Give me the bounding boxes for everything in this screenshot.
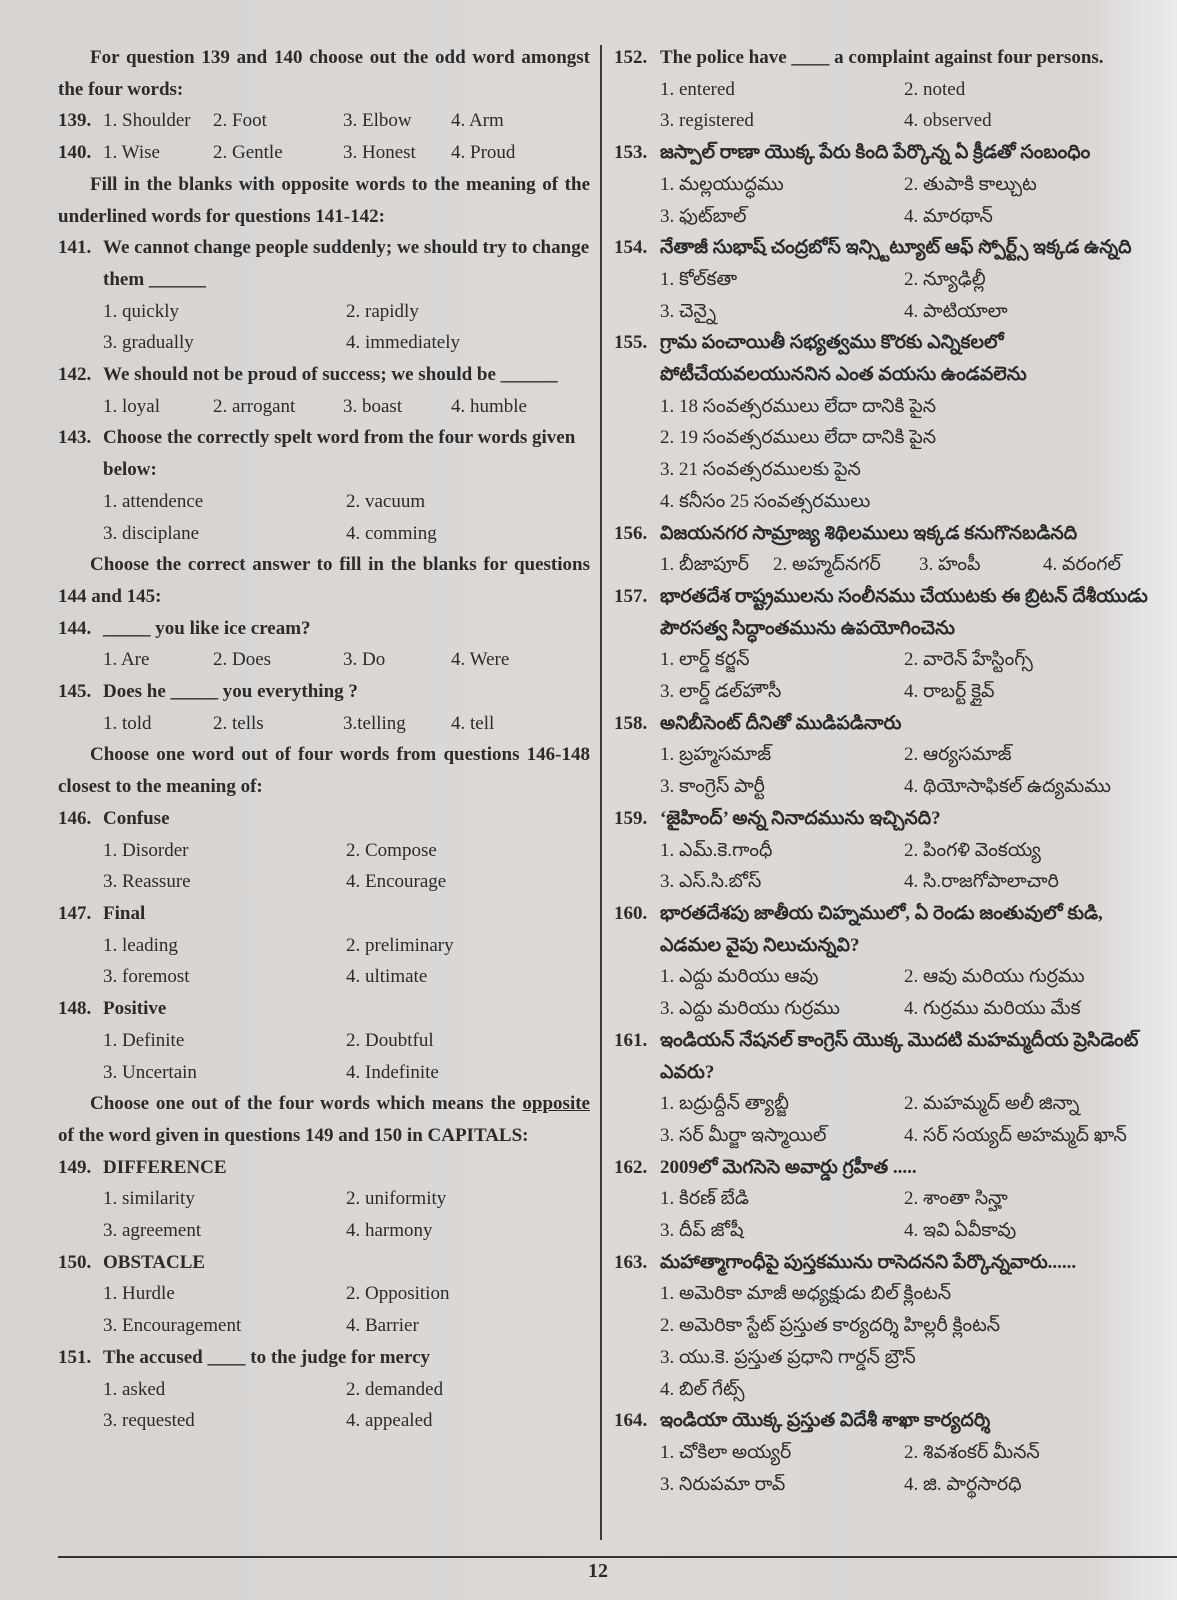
options	[58, 708, 590, 740]
question-163	[614, 1247, 1154, 1279]
option: 4. పాటియాలా	[904, 300, 1008, 322]
question-number: 151.	[58, 1346, 92, 1368]
instruction-text-body: Choose one word out of four words from questions 146-148 closest to the meaning of:	[58, 744, 590, 798]
option: 2. ఆర్యసమాజ్	[904, 744, 1012, 766]
option: 3. ఎద్దు మరియు గుర్రము	[660, 998, 840, 1020]
question-block-147	[58, 898, 590, 993]
question-text: _____ you like ice cream?	[103, 617, 311, 639]
option: 2. Gentle	[213, 142, 283, 164]
option: 4. Were	[451, 649, 510, 671]
option: 2. 19 సంవత్సరములు లేదా దానికి పైన	[660, 427, 937, 449]
option: 2. Does	[213, 649, 272, 671]
options	[58, 1374, 590, 1437]
question-154	[614, 232, 1154, 264]
question-number: 139.	[58, 110, 92, 132]
option: 3. ఫుట్‌బాల్	[660, 205, 747, 227]
option: 2. Foot	[213, 110, 267, 132]
question-number: 152.	[614, 47, 648, 68]
option: 1. loyal	[103, 395, 160, 417]
question-text: We cannot change people suddenly; we should try to change them ______	[103, 237, 590, 290]
option: 3. హంపీ	[919, 554, 981, 576]
option: 4. ultimate	[346, 966, 428, 988]
question-text: గ్రామ పంచాయితీ సభ్యత్వము కొరకు ఎన్నికలలో పోటీచేయవలయుననిన ఎంత వయసు ఉండవలెను	[660, 332, 1027, 386]
question-block-152	[614, 42, 1154, 137]
option: 1. లార్డ్ కర్జన్	[660, 649, 750, 671]
question-text: ఇండియా యొక్క ప్రస్తుత విదేశీ శాఖా కార్యదర్శి	[660, 1410, 991, 1432]
option: 4. రాబర్ట్ క్లైవ్	[904, 681, 995, 703]
option: 3. Encouragement	[103, 1315, 242, 1337]
option: 2. rapidly	[346, 300, 419, 322]
option: 4. గుర్రము మరియు మేక	[904, 998, 1081, 1020]
question-text: OBSTACLE	[103, 1251, 206, 1273]
left-column	[58, 42, 590, 1437]
option: 4. harmony	[346, 1220, 433, 1242]
option: 2. Opposition	[346, 1283, 450, 1305]
question-number: 145.	[58, 681, 92, 703]
option: 2. మహమ్మద్ అలీ జిన్నా	[904, 1093, 1080, 1115]
question-number: 143.	[58, 427, 92, 449]
footer-rule	[58, 1556, 1177, 1558]
question-155	[614, 327, 1154, 390]
option: 1. told	[103, 712, 152, 734]
option: 2. uniformity	[346, 1188, 447, 1210]
option: 1. Disorder	[103, 839, 189, 861]
question-text: The police have ____ a complaint against four persons.	[660, 47, 1104, 68]
option: 2. preliminary	[346, 934, 454, 956]
option: 2. శాంతా సిన్హా	[904, 1188, 1008, 1210]
instruction-text-body: For question 139 and 140 choose out the odd word amongst the four words:	[58, 47, 590, 100]
option: 4. observed	[904, 110, 992, 132]
question-number: 161.	[614, 1029, 648, 1051]
option: 1. Definite	[103, 1029, 185, 1051]
option: 2. వారెన్ హేస్టింగ్స్	[904, 649, 1033, 671]
question-block-160	[614, 898, 1154, 1025]
question-text: నేతాజీ సుభాష్ చంద్రబోస్ ఇన్స్టిట్యూట్ ఆఫ్ స్పోర్ట్స్ ఇక్కడ ఉన్నది	[660, 237, 1132, 259]
options	[614, 835, 1154, 898]
question-block-163	[614, 1247, 1154, 1406]
options	[58, 296, 590, 359]
option: 1. Shoulder	[103, 110, 191, 132]
question-number: 162.	[614, 1156, 648, 1178]
option: 1. బద్రుద్దీన్ త్యాబ్జీ	[660, 1093, 789, 1115]
option: 3. 21 సంవత్సరములకు పైన	[660, 459, 861, 481]
question-block-158	[614, 708, 1154, 803]
question-block-142	[58, 359, 590, 422]
option: 3. foremost	[103, 966, 190, 988]
question-150	[58, 1247, 590, 1279]
option: 1. ఎద్దు మరియు ఆవు	[660, 966, 819, 988]
option: 4. Barrier	[346, 1315, 419, 1337]
option: 1. బ్రహ్మసమాజ్	[660, 744, 772, 766]
instruction-text	[58, 549, 590, 612]
option: 3. Uncertain	[103, 1061, 197, 1083]
column-divider	[600, 45, 602, 1540]
option: 4. appealed	[346, 1410, 433, 1432]
option: 3. Reassure	[103, 871, 191, 893]
options	[614, 1278, 1154, 1405]
question-block-156	[614, 518, 1154, 581]
option: 1. Wise	[103, 142, 160, 164]
question-143	[58, 422, 590, 485]
question-151	[58, 1342, 590, 1374]
option: 1. మల్లయుద్ధము	[660, 173, 784, 195]
question-text: విజయనగర సామ్రాజ్య శిథిలములు ఇక్కడ కనుగొనబడినది	[660, 522, 1078, 544]
question-text: భారతదేశపు జాతీయ చిహ్నములో, ఏ రెండు జంతువులో కుడి, ఎడమల వైపు నిలుచున్నవి?	[660, 902, 1103, 956]
question-number: 147.	[58, 902, 92, 924]
instruction-underlined: opposite	[522, 1093, 590, 1115]
option: 1. బీజాపూర్	[660, 554, 750, 576]
options	[614, 264, 1154, 327]
question-block-144	[58, 613, 590, 676]
options	[614, 549, 1154, 581]
question-text: DIFFERENCE	[103, 1156, 227, 1178]
options	[58, 486, 590, 549]
question-142	[58, 359, 590, 391]
question-text: ఇండియన్ నేషనల్ కాంగ్రెస్ యొక్క మొదటి మహమ్మదీయ ప్రెసిడెంట్ ఎవరు?	[660, 1029, 1139, 1083]
question-number: 149.	[58, 1156, 92, 1178]
question-161	[614, 1025, 1154, 1088]
option: 3. gradually	[103, 332, 194, 354]
option: 3. requested	[103, 1410, 195, 1432]
option: 4. Proud	[451, 142, 516, 164]
question-block-143	[58, 422, 590, 549]
option: 1. similarity	[103, 1188, 195, 1210]
options	[58, 930, 590, 993]
question-153	[614, 137, 1154, 169]
option: 4. థియోసాఫికల్ ఉద్యమము	[904, 776, 1111, 798]
option: 3. సర్ మీర్జా ఇస్మాయిల్	[660, 1124, 827, 1146]
option: 4. ఇవి ఏవీకావు	[904, 1220, 1017, 1242]
option: 3. నిరుపమా రావ్	[660, 1473, 786, 1495]
options	[58, 1025, 590, 1088]
question-text: Choose the correctly spelt word from the four words given below:	[103, 427, 576, 481]
question-block-146	[58, 803, 590, 898]
option: 4. మారథాన్	[904, 205, 993, 227]
question-number: 141.	[58, 237, 92, 259]
options	[614, 1088, 1154, 1151]
question-number: 142.	[58, 364, 92, 386]
option: 4. సి.రాజగోపాలాచారి	[904, 871, 1059, 893]
options-row	[103, 110, 561, 131]
option: 2. Compose	[346, 839, 437, 861]
option: 2. tells	[213, 712, 264, 734]
question-149	[58, 1152, 590, 1184]
question-number: 158.	[614, 712, 648, 734]
right-column	[614, 42, 1154, 1500]
instruction-text	[58, 169, 590, 232]
options	[58, 644, 590, 676]
option: 2. ఆవు మరియు గుర్రము	[904, 966, 1085, 988]
question-148	[58, 993, 590, 1025]
question-162	[614, 1152, 1154, 1184]
question-block-159	[614, 803, 1154, 898]
question-text: Confuse	[103, 807, 170, 829]
options	[614, 961, 1154, 1024]
instruction-text-body: of the word given in questions 149 and 150 in CAPITALS:	[58, 1124, 529, 1146]
option: 2. arrogant	[213, 395, 296, 417]
question-number: 153.	[614, 142, 648, 164]
options	[614, 391, 1154, 518]
option: 4. comming	[346, 522, 437, 544]
question-block-162	[614, 1152, 1154, 1247]
option: 1. చోకిలా అయ్యర్	[660, 1441, 792, 1463]
option: 3. registered	[660, 110, 754, 132]
option: 1. Hurdle	[103, 1283, 175, 1305]
option: 4. Arm	[451, 110, 504, 132]
question-145	[58, 676, 590, 708]
option: 2. vacuum	[346, 490, 426, 512]
options	[58, 1278, 590, 1341]
question-number: 164.	[614, 1410, 648, 1432]
option: 4. Encourage	[346, 871, 447, 893]
question-block-150	[58, 1247, 590, 1342]
option: 4. బిల్ గేట్స్	[660, 1378, 745, 1400]
question-text: భారతదేశ రాష్ట్రములను సంలీనము చేయుటకు ఈ బ్రిటన్ దేశీయుడు పౌరసత్వ సిద్ధాంతమును ఉపయోగించెను	[660, 585, 1148, 639]
question-number: 160.	[614, 902, 648, 924]
question-156	[614, 518, 1154, 550]
question-text: అనిబీసెంట్ దీనితో ముడిపడినారు	[660, 712, 902, 734]
question-146	[58, 803, 590, 835]
option: 3.telling	[343, 712, 406, 734]
option: 4. సర్ సయ్యద్ అహమ్మద్ ఖాన్	[904, 1124, 1127, 1146]
question-block-155	[614, 327, 1154, 517]
question-text: Positive	[103, 998, 167, 1020]
question-number: 140.	[58, 142, 92, 164]
option: 2. పింగళి వెంకయ్య	[904, 839, 1041, 861]
option: 3. దీప్ జోషీ	[660, 1220, 744, 1242]
question-text: ‘జైహింద్’ అన్న నినాదమును ఇచ్చినది?	[660, 807, 941, 829]
options	[614, 1437, 1154, 1500]
question-160	[614, 898, 1154, 961]
option: 4. వరంగల్	[1043, 554, 1121, 576]
question-139	[58, 105, 590, 137]
question-number: 156.	[614, 522, 648, 544]
question-152	[614, 42, 1154, 74]
option: 2. demanded	[346, 1378, 444, 1400]
question-text: Final	[103, 902, 146, 924]
question-block-148	[58, 993, 590, 1088]
question-text: మహాత్మాగాంధీపై పుస్తకమును రాసెదనని పేర్కొన్నవారు......	[660, 1251, 1077, 1273]
options	[614, 644, 1154, 707]
instruction-text	[58, 1088, 590, 1151]
option: 4. humble	[451, 395, 527, 417]
option: 4. Indefinite	[346, 1061, 439, 1083]
options	[614, 739, 1154, 802]
option: 3. చెన్నై	[660, 300, 716, 322]
option: 3. యు.కె. ప్రస్తుత ప్రధాని గార్డన్ బ్రౌన్	[660, 1346, 916, 1368]
option: 3. boast	[343, 395, 403, 417]
option: 1. asked	[103, 1378, 166, 1400]
options	[614, 169, 1154, 232]
option: 1. attendence	[103, 490, 204, 512]
option: 3. లార్డ్ డల్‌హౌసీ	[660, 681, 782, 703]
question-number: 154.	[614, 237, 648, 259]
question-number: 150.	[58, 1251, 92, 1273]
instruction-text-body: Fill in the blanks with opposite words to the meaning of the underlined words for questions 141-142:	[58, 173, 590, 227]
option: 3. Honest	[343, 142, 416, 164]
question-number: 146.	[58, 807, 92, 829]
question-text: The accused ____ to the judge for mercy	[103, 1346, 430, 1368]
option: 3. ఎస్.సి.బోస్	[660, 871, 762, 893]
option: 3. Elbow	[343, 110, 412, 132]
instruction-pre: Choose one out of the four words which means the	[90, 1093, 523, 1115]
question-number: 163.	[614, 1251, 648, 1273]
options	[58, 835, 590, 898]
option: 2. అహ్మద్‌నగర్	[773, 554, 881, 576]
options	[614, 74, 1154, 137]
option: 4. కనీసం 25 సంవత్సరములు	[660, 490, 871, 512]
option: 1. కిరణ్ బేడి	[660, 1188, 749, 1210]
question-number: 144.	[58, 617, 92, 639]
question-number: 159.	[614, 807, 648, 829]
option: 1. leading	[103, 934, 178, 956]
option: 1. కోల్‌కతా	[660, 268, 738, 290]
option: 2. noted	[904, 78, 966, 100]
option: 1. 18 సంవత్సరములు లేదా దానికి పైన	[660, 395, 937, 417]
option: 2. అమెరికా స్టేట్ ప్రస్తుత కార్యదర్శి హిల్లరీ క్లింటన్	[660, 1315, 1001, 1337]
question-141	[58, 232, 590, 295]
option: 4. జి. పార్థసారధి	[904, 1473, 1022, 1495]
question-number: 155.	[614, 332, 648, 354]
options-row	[103, 142, 561, 163]
option: 1. entered	[660, 78, 735, 100]
question-147	[58, 898, 590, 930]
option: 3. కాంగ్రెస్ పార్టీ	[660, 776, 765, 798]
question-text: Does he _____ you everything ?	[103, 681, 358, 703]
option: 1. అమెరికా మాజీ అధ్యక్షుడు బిల్ క్లింటన్	[660, 1283, 952, 1305]
option: 2. శివశంకర్ మీనన్	[904, 1441, 1040, 1463]
question-164	[614, 1405, 1154, 1437]
question-block-151	[58, 1342, 590, 1437]
option: 2. న్యూఢిల్లీ	[904, 268, 986, 290]
instruction-text	[58, 739, 590, 802]
option: 4. immediately	[346, 332, 460, 354]
options	[58, 391, 590, 423]
option: 1. quickly	[103, 300, 179, 322]
question-number: 157.	[614, 585, 648, 607]
option: 4. tell	[451, 712, 495, 734]
question-block-164	[614, 1405, 1154, 1500]
question-159	[614, 803, 1154, 835]
question-158	[614, 708, 1154, 740]
question-140	[58, 137, 590, 169]
instruction-text	[58, 42, 590, 105]
instruction-text-body: Choose the correct answer to fill in the blanks for questions 144 and 145:	[58, 554, 590, 607]
options	[58, 1183, 590, 1246]
question-text: We should not be proud of success; we should be ______	[103, 364, 558, 386]
question-block-161	[614, 1025, 1154, 1152]
question-block-153	[614, 137, 1154, 232]
question-number: 148.	[58, 998, 92, 1020]
option: 3. Do	[343, 649, 386, 671]
question-text: 2009లో మెగసెసె అవార్డు గ్రహీత .....	[660, 1156, 917, 1178]
option: 2. Doubtful	[346, 1029, 434, 1051]
question-144	[58, 613, 590, 645]
question-157	[614, 581, 1154, 644]
question-block-141	[58, 232, 590, 359]
option: 3. disciplane	[103, 522, 200, 544]
page-number: 12	[588, 1560, 608, 1582]
question-block-145	[58, 676, 590, 739]
option: 1. ఎమ్.కె.గాంధీ	[660, 839, 773, 861]
option: 1. Are	[103, 649, 150, 671]
option: 2. తుపాకి కాల్చుట	[904, 173, 1037, 195]
options	[614, 1183, 1154, 1246]
question-text: జస్పాల్ రాణా యొక్క పేరు కింది పేర్కొన్న ఏ క్రీడతో సంబంధిం	[660, 142, 1091, 164]
question-block-157	[614, 581, 1154, 708]
option: 3. agreement	[103, 1220, 202, 1242]
question-block-154	[614, 232, 1154, 327]
question-block-149	[58, 1152, 590, 1247]
